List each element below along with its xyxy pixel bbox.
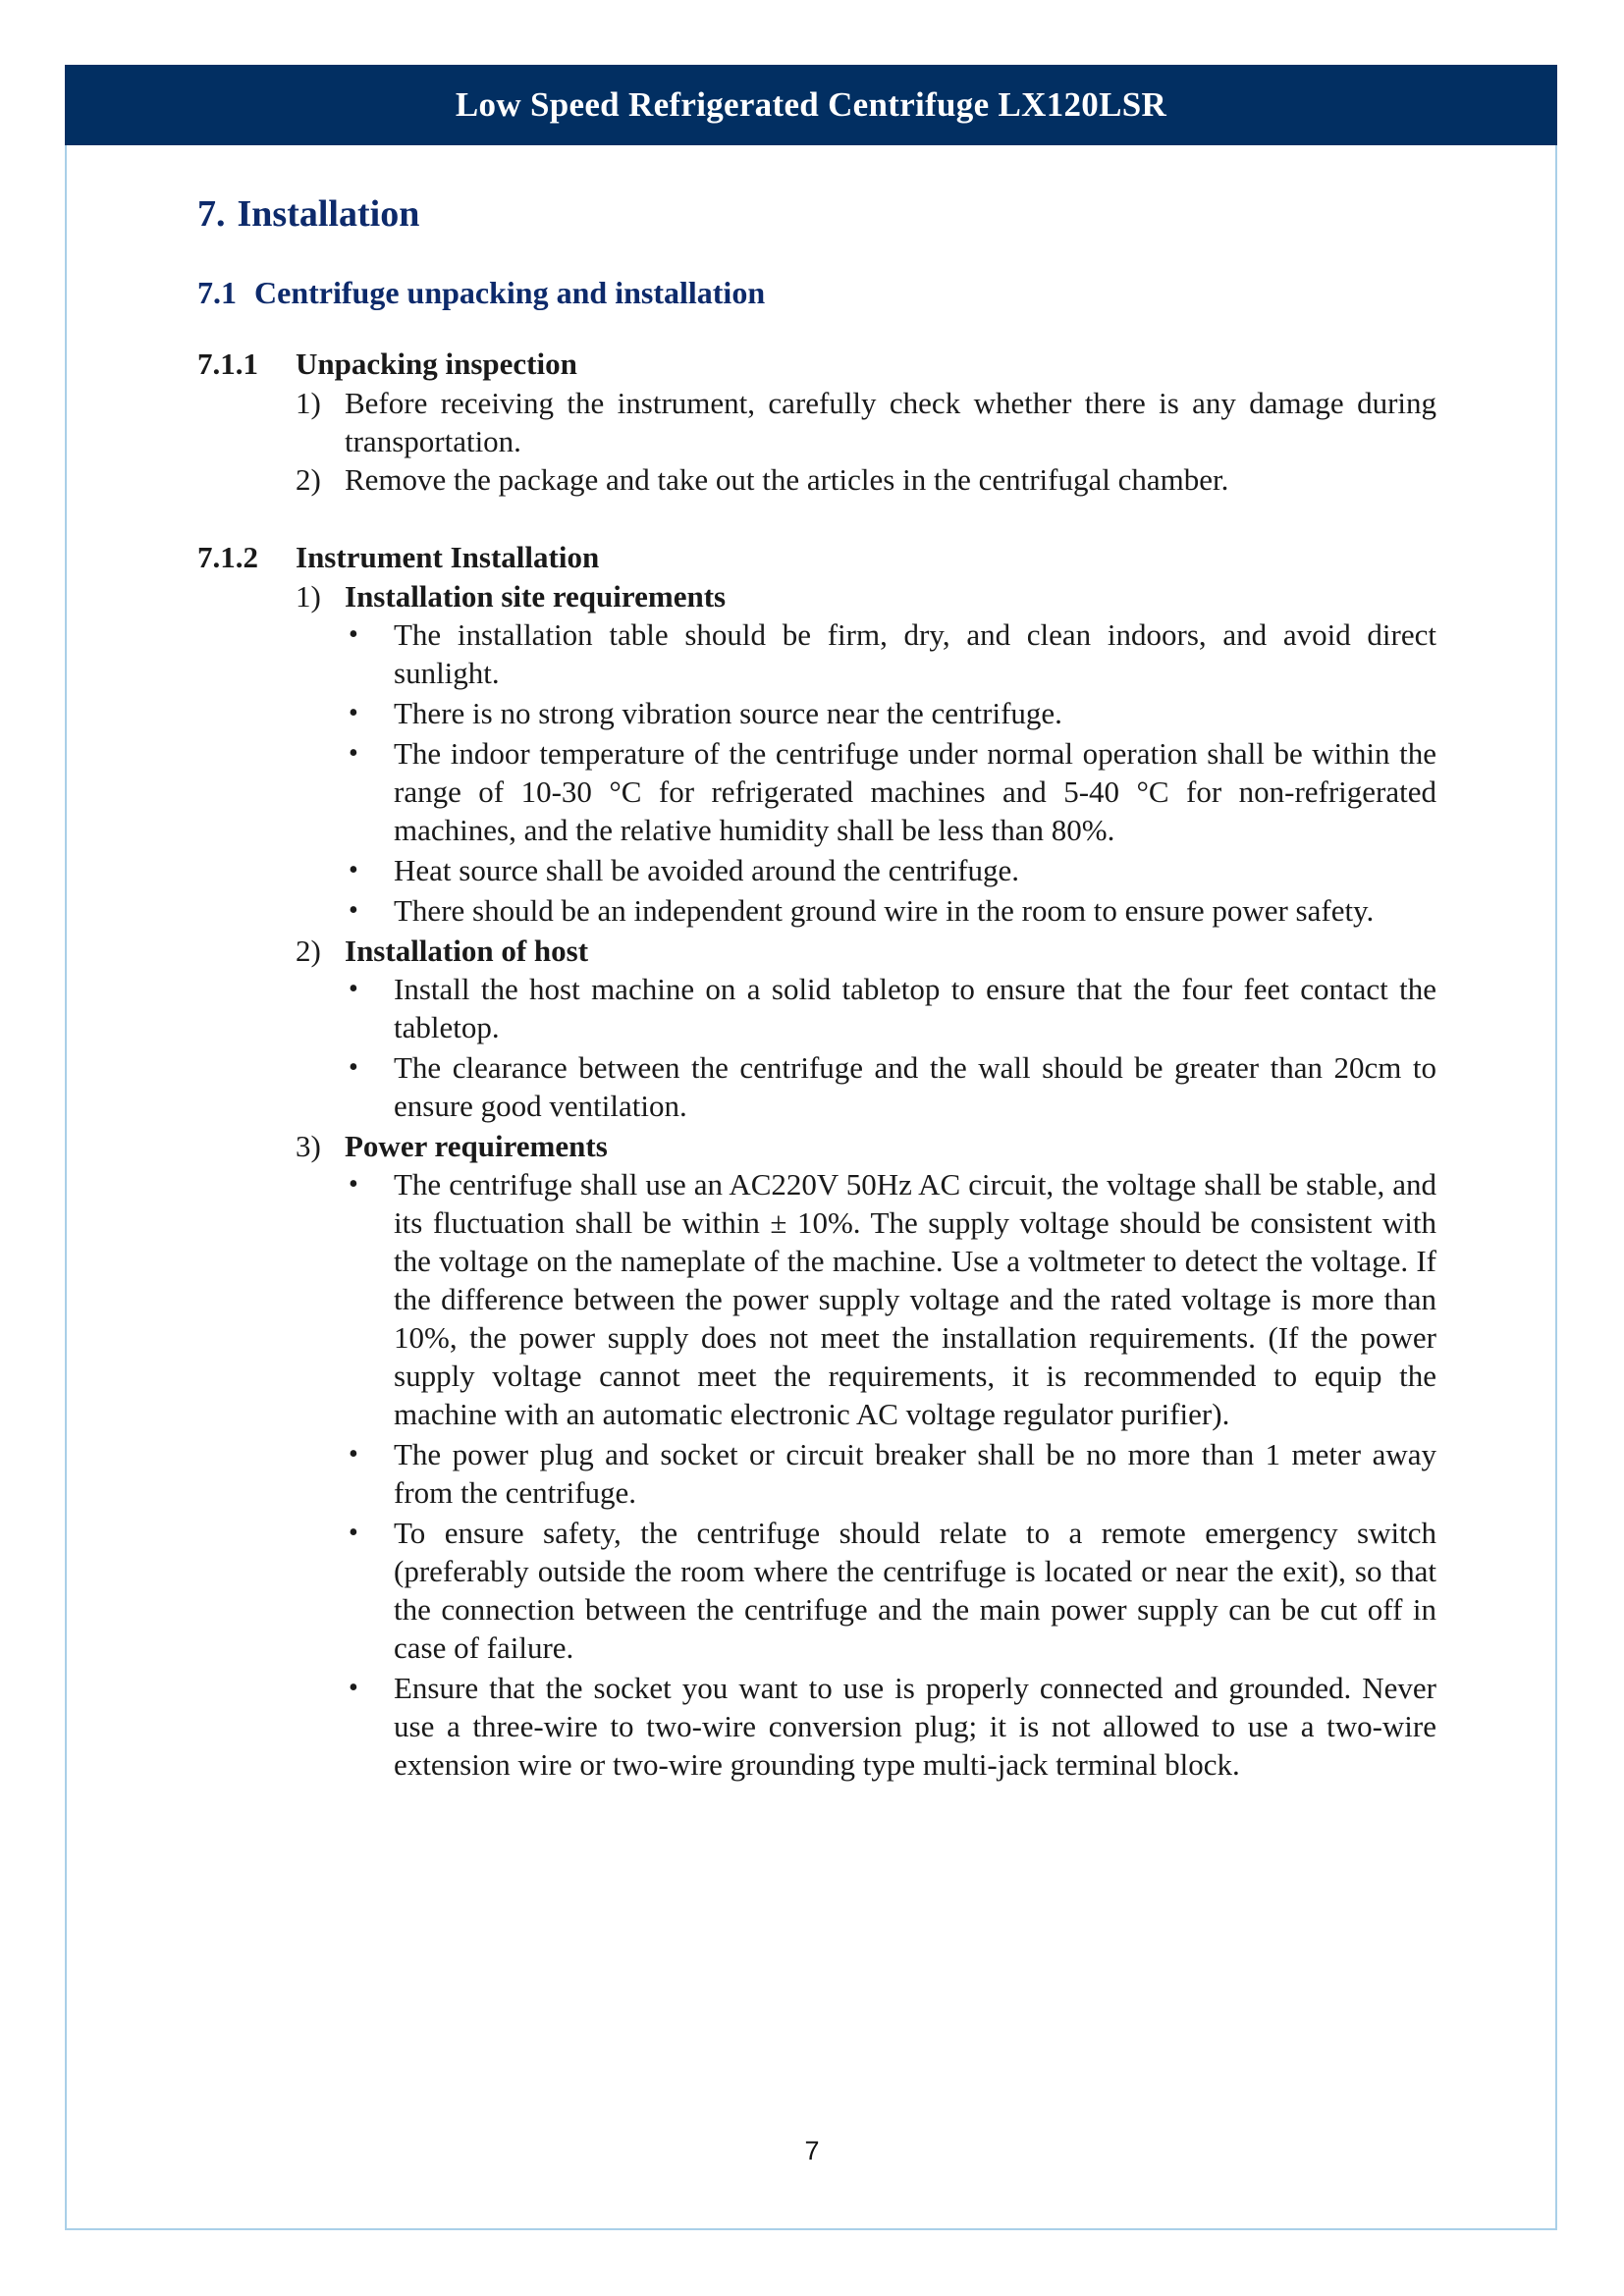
bullet-marker: • — [349, 974, 358, 1004]
bullet-marker: • — [349, 1673, 358, 1703]
power-requirements-bullets — [197, 1165, 1436, 1784]
subsection-number: 7.1 — [197, 275, 237, 310]
section-heading — [197, 192, 1436, 236]
group-title: Installation of host — [345, 934, 589, 968]
bullet-marker: • — [349, 738, 358, 769]
bullet-text: The indoor temperature of the centrifuge under normal operation shall be within the range of 10-30 °C for refrigerated machines and 5-40 °C for non-refrigerated machines, and the relative humidity shall be less than 80%. — [394, 736, 1436, 847]
document-title: Low Speed Refrigerated Centrifuge LX120LSR — [455, 85, 1167, 124]
bullet-item — [345, 694, 1436, 732]
site-requirements-group — [197, 577, 1436, 615]
bullet-marker: • — [349, 619, 358, 650]
bullet-marker: • — [349, 855, 358, 885]
page-number: 7 — [804, 2136, 820, 2165]
bullet-marker: • — [349, 1518, 358, 1548]
list-marker: 2) — [296, 934, 321, 968]
bullet-text: The installation table should be firm, dry, and clean indoors, and avoid direct sunlight. — [394, 617, 1436, 690]
unpacking-number: 7.1.1 — [197, 347, 258, 381]
list-item — [296, 384, 1436, 460]
unpacking-heading — [197, 345, 1436, 384]
list-item — [296, 1127, 1436, 1165]
bullet-item — [345, 970, 1436, 1046]
bullet-marker: • — [349, 698, 358, 728]
group-title: Installation site requirements — [345, 579, 727, 614]
bullet-text: The clearance between the centrifuge and the wall should be greater than 20cm to ensure good ventilation. — [394, 1050, 1436, 1123]
bullet-marker: • — [349, 1169, 358, 1200]
bullet-item — [345, 851, 1436, 889]
site-requirements-bullets — [197, 615, 1436, 930]
document-header — [65, 65, 1557, 145]
list-item — [296, 577, 1436, 615]
list-marker: 1) — [296, 579, 321, 614]
bullet-marker: • — [349, 895, 358, 926]
bullet-item — [345, 1435, 1436, 1512]
bullet-text: To ensure safety, the centrifuge should relate to a remote emergency switch (preferably outside the room where the centrifuge is located or near the exit), so that the connection between the centrifuge and the main power supply can be cut off in case of failure. — [394, 1516, 1436, 1665]
list-marker: 1) — [296, 386, 321, 420]
installation-of-host-bullets — [197, 970, 1436, 1125]
unpacking-list — [197, 384, 1436, 499]
section-title: Installation — [237, 193, 420, 235]
list-item — [296, 932, 1436, 970]
list-text: Remove the package and take out the articles in the centrifugal chamber. — [345, 462, 1229, 497]
bullet-text: The power plug and socket or circuit breaker shall be no more than 1 meter away from the centrifuge. — [394, 1437, 1436, 1510]
section-number: 7. — [197, 193, 226, 235]
bullet-text: There is no strong vibration source near the centrifuge. — [394, 696, 1062, 730]
installation-of-host-group — [197, 932, 1436, 970]
page-content — [197, 192, 1436, 1786]
bullet-text: Install the host machine on a solid tabletop to ensure that the four feet contact the tabletop. — [394, 972, 1436, 1044]
bullet-item — [345, 891, 1436, 930]
list-marker: 3) — [296, 1129, 321, 1163]
list-item — [296, 460, 1436, 499]
group-title: Power requirements — [345, 1129, 608, 1163]
bullet-text: The centrifuge shall use an AC220V 50Hz AC circuit, the voltage shall be stable, and its fluctuation shall be within ± 10%. The supply voltage should be consistent with the voltage on the nameplate of the machine. Use a voltmeter to detect the voltage. If the difference between the power supply voltage and the rated voltage is more than 10%, the power supply does not meet the installation requirements. (If the power supply voltage cannot meet the requirements, it is recommended to equip the machine with an automatic electronic AC voltage regulator purifier). — [394, 1167, 1436, 1431]
bullet-item — [345, 1165, 1436, 1433]
bullet-marker: • — [349, 1052, 358, 1083]
list-text: Before receiving the instrument, carefully check whether there is any damage during transportation. — [345, 386, 1436, 458]
installation-title: Instrument Installation — [296, 540, 600, 574]
bullet-text: Heat source shall be avoided around the centrifuge. — [394, 853, 1019, 887]
bullet-text: There should be an independent ground wire in the room to ensure power safety. — [394, 893, 1375, 928]
bullet-item — [345, 734, 1436, 849]
unpacking-title: Unpacking inspection — [296, 347, 577, 381]
bullet-item — [345, 1514, 1436, 1667]
subsection-heading — [197, 275, 1436, 311]
installation-number: 7.1.2 — [197, 540, 258, 574]
bullet-text: Ensure that the socket you want to use is properly connected and grounded. Never use a three-wire to two-wire conversion plug; it is not allowed to use a two-wire extension wire or two-wire grounding type multi-jack terminal block. — [394, 1671, 1436, 1782]
bullet-item — [345, 1669, 1436, 1784]
bullet-item — [345, 1048, 1436, 1125]
bullet-marker: • — [349, 1439, 358, 1469]
installation-heading — [197, 538, 1436, 577]
list-marker: 2) — [296, 462, 321, 497]
power-requirements-group — [197, 1127, 1436, 1165]
bullet-item — [345, 615, 1436, 692]
subsection-title: Centrifuge unpacking and installation — [254, 275, 766, 310]
